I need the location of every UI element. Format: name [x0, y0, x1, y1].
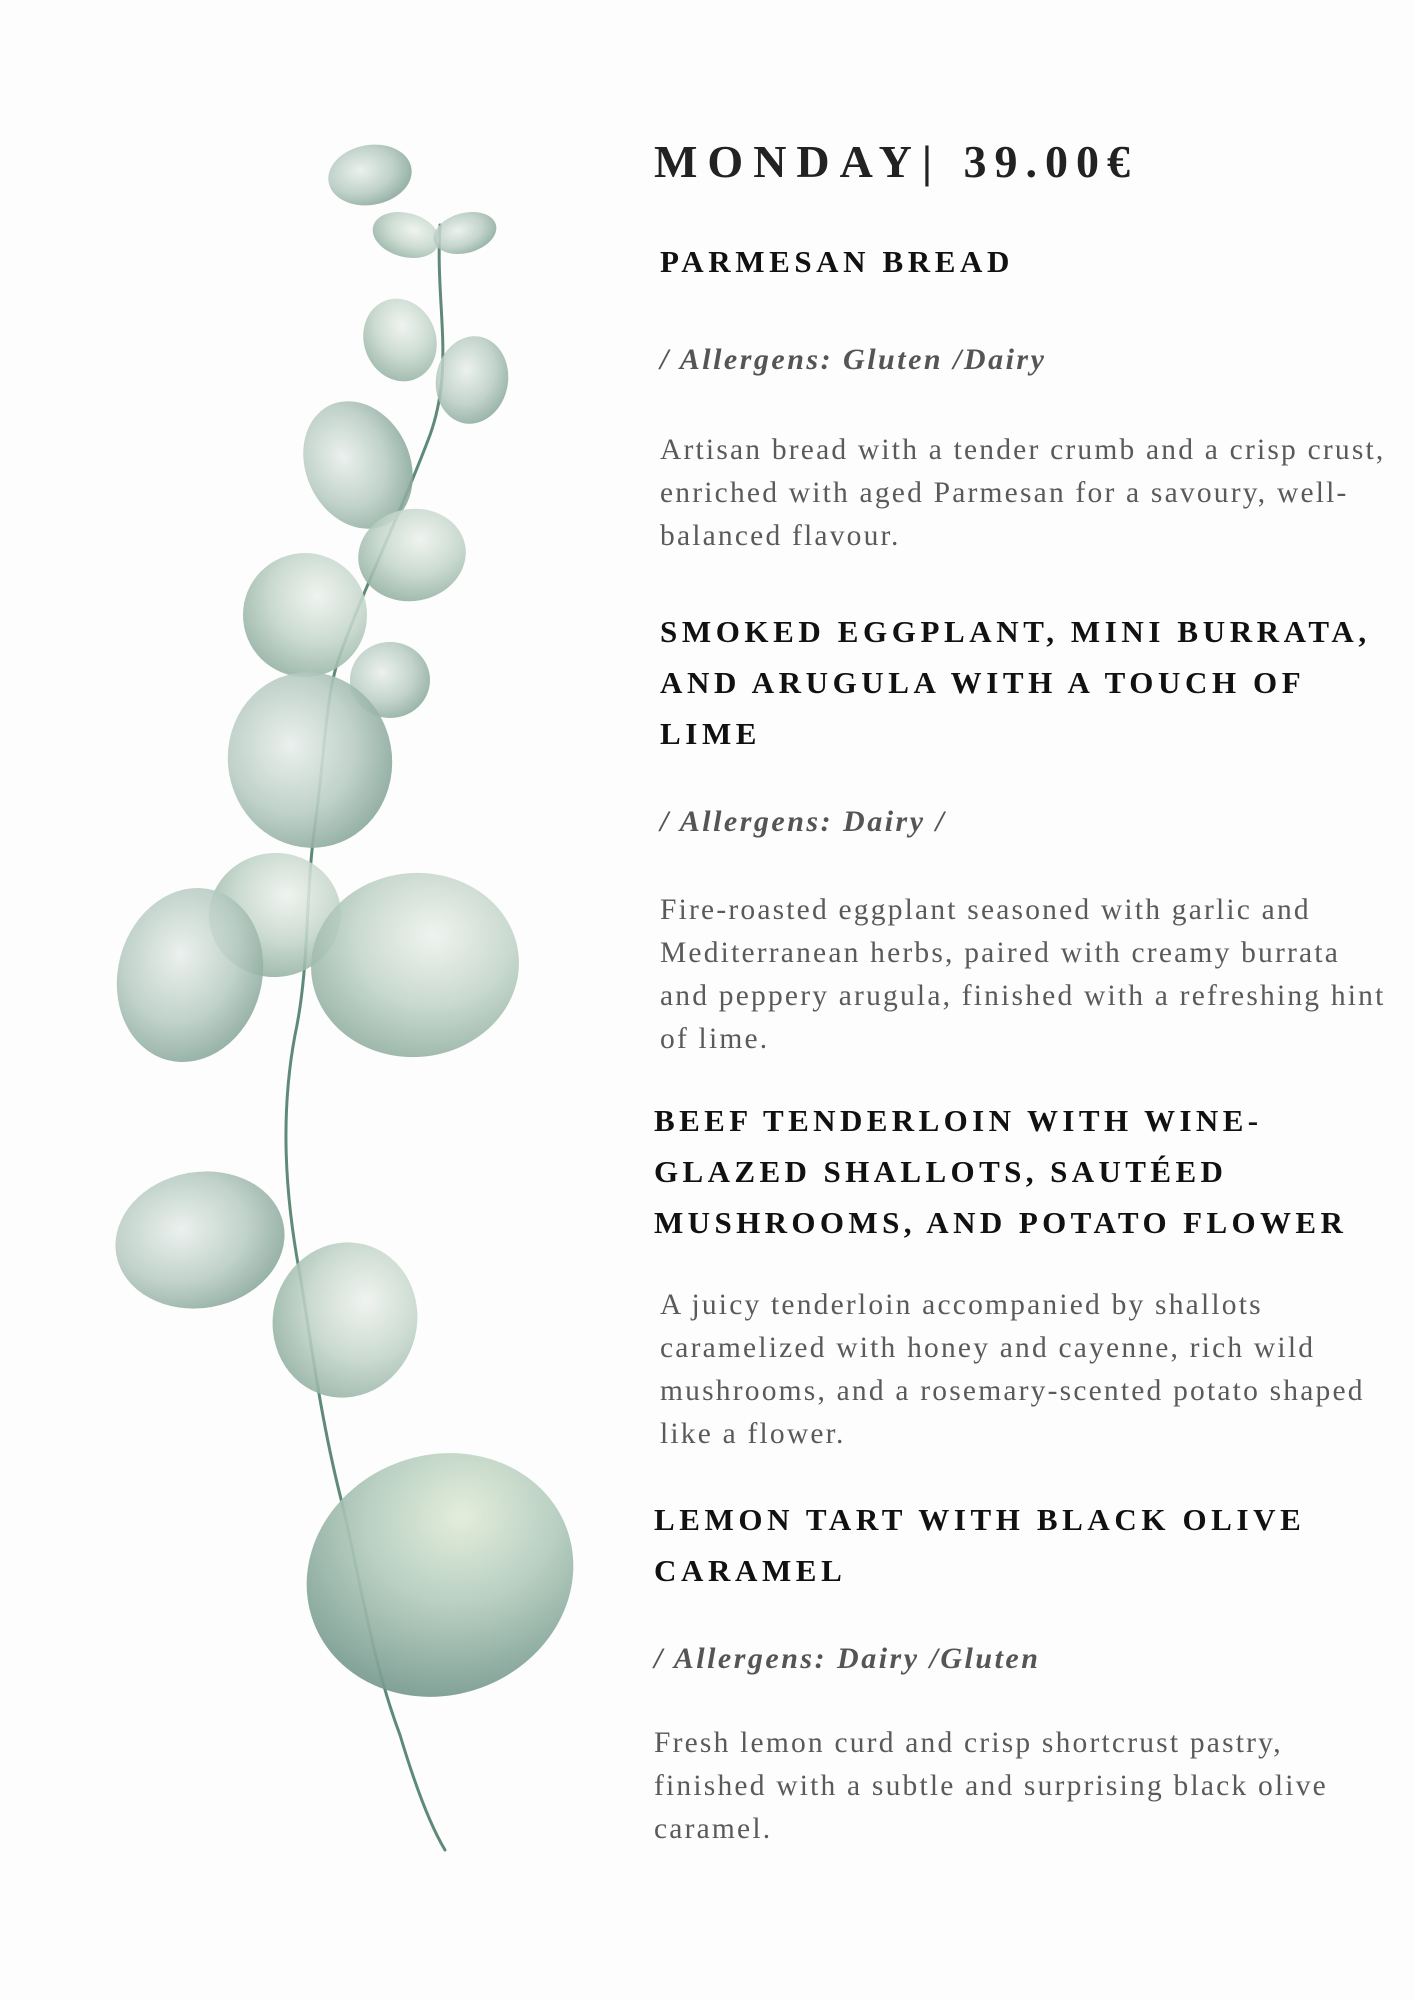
dish-item: [660, 606, 1394, 1061]
menu-price: 39.00€: [963, 136, 1138, 187]
dish-description: A juicy tenderloin accompanied by shallots caramelized with honey and cayenne, rich wild mushrooms, and a rosemary-scented potato shaped like a flower.: [660, 1289, 1365, 1450]
day-label: MONDAY: [654, 136, 922, 187]
dish-title: SMOKED EGGPLANT, MINI BURRATA, AND ARUGULA WITH A TOUCH OF LIME: [660, 614, 1371, 751]
dish-description: Artisan bread with a tender crumb and a crisp crust, enriched with aged Parmesan for a savoury, well-balanced flavour.: [660, 434, 1386, 552]
menu-card: [654, 135, 1394, 1851]
eucalyptus-branch-icon: [110, 135, 590, 1875]
dish-allergens: / Allergens: Dairy /Gluten: [654, 1642, 1041, 1675]
dish-item: [654, 1494, 1394, 1851]
dish-title: BEEF TENDERLOIN WITH WINE-GLAZED SHALLOTS, SAUTÉED MUSHROOMS, AND POTATO FLOWER: [654, 1103, 1348, 1240]
header-separator: |: [921, 136, 942, 187]
dish-description: Fire-roasted eggplant seasoned with garlic and Mediterranean herbs, paired with creamy burrata and peppery arugula, finished with a refreshing hint of lime.: [660, 894, 1386, 1055]
dish-title: PARMESAN BREAD: [660, 244, 1015, 279]
dish-item: [654, 1095, 1394, 1456]
dish-item: [660, 236, 1394, 558]
menu-header: [654, 135, 1394, 188]
dish-allergens: / Allergens: Dairy /: [660, 805, 947, 838]
dish-title: LEMON TART WITH BLACK OLIVE CARAMEL: [654, 1502, 1306, 1588]
dish-allergens: / Allergens: Gluten /Dairy: [660, 343, 1047, 376]
dish-description: Fresh lemon curd and crisp shortcrust pastry, finished with a subtle and surprising black olive caramel.: [654, 1727, 1328, 1845]
